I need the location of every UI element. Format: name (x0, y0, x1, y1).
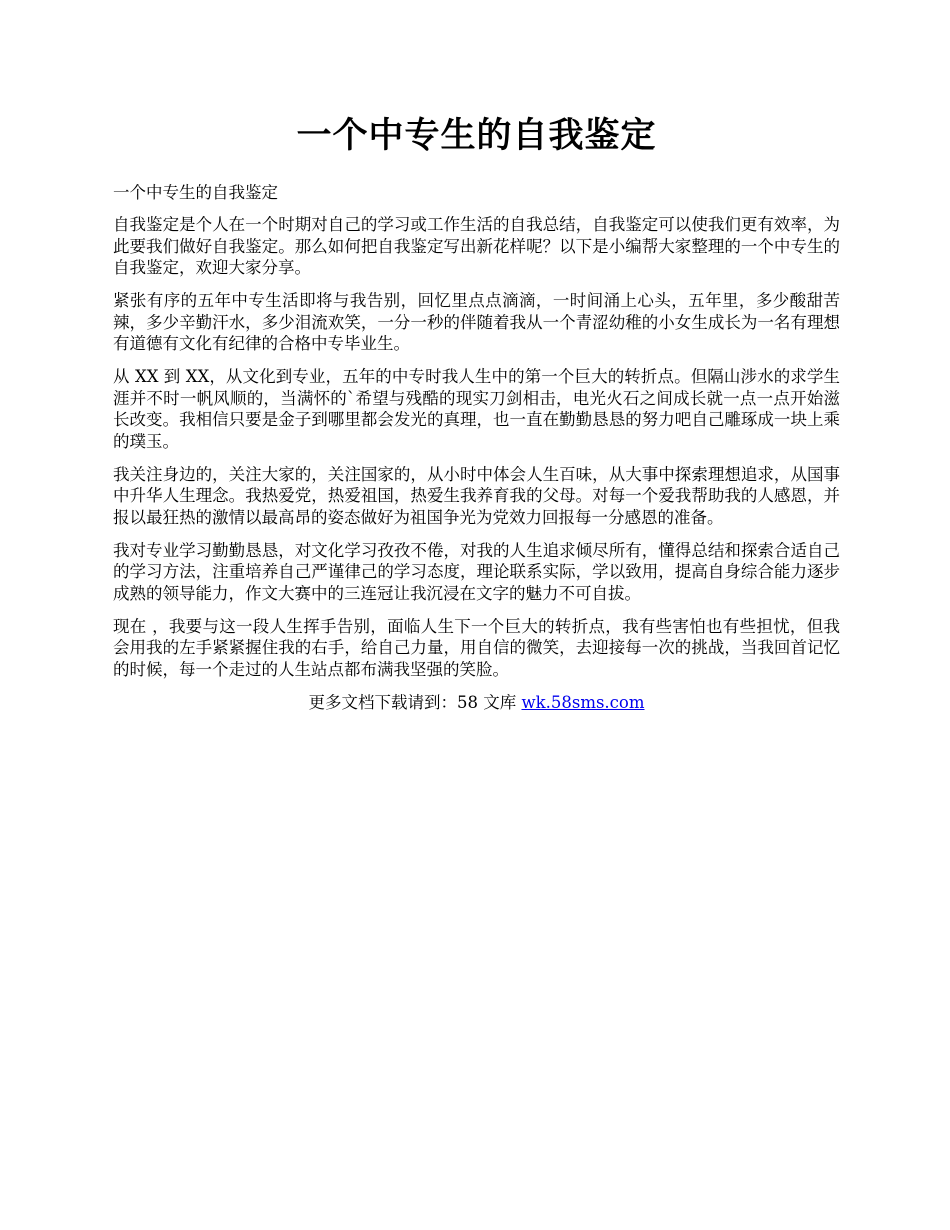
footer-link[interactable]: wk.58sms.com (521, 692, 645, 712)
document-subtitle: 一个中专生的自我鉴定 (113, 183, 278, 202)
download-footer (113, 692, 840, 713)
paragraph-patriotism: 我关注身边的，关注大家的，关注国家的，从小时中体会人生百味，从大事中探索理想追求，从国事中升华人生理念。我热爱党，热爱祖国，热爱生我养育我的父母。对每一个爱我帮助我的人感恩，并报以最狂热的激情以最高昂的姿态做好为祖国争光为党效力回报每一分感恩的准备。 (113, 464, 840, 527)
footer-prefix: 更多文档下载请到：58 文库 (308, 692, 522, 712)
paragraph-intro: 自我鉴定是个人在一个时期对自己的学习或工作生活的自我总结，自我鉴定可以使我们更有效率，为此要我们做好自我鉴定。那么如何把自我鉴定写出新花样呢？以下是小编帮大家整理的一个中专生的自我鉴定，欢迎大家分享。 (113, 215, 840, 277)
paragraph-future: 现在 ，我要与这一段人生挥手告别，面临人生下一个巨大的转折点，我有些害怕也有些担忧，但我会用我的左手紧紧握住我的右手，给自己力量，用自信的微笑，去迎接每一次的挑战，当我回首记忆的时候，每一个走过的人生站点都布满我坚强的笑脸。 (113, 616, 840, 679)
document-page (113, 112, 840, 713)
paragraph-farewell: 紧张有序的五年中专生活即将与我告别，回忆里点点滴滴，一时间涌上心头，五年里，多少酸甜苦辣，多少辛勤汗水，多少泪流欢笑，一分一秒的伴随着我从一个青涩幼稚的小女生成长为一名有理想有道德有文化有纪律的合格中专毕业生。 (113, 291, 840, 353)
paragraph-study: 我对专业学习勤勤恳恳，对文化学习孜孜不倦，对我的人生追求倾尽所有，懂得总结和探索合适自己的学习方法，注重培养自己严谨律己的学习态度，理论联系实际，学以致用，提高自身综合能力逐步成熟的领导能力，作文大赛中的三连冠让我沉浸在文字的魅力不可自拔。 (113, 540, 840, 603)
document-title: 一个中专生的自我鉴定 (296, 115, 657, 156)
paragraph-growth: 从 XX 到 XX，从文化到专业，五年的中专时我人生中的第一个巨大的转折点。但隔山涉水的求学生涯并不时一帆风顺的，当满怀的`希望与残酷的现实刀剑相击，电光火石之间成长就一点一点开始滋长改变。我相信只要是金子到哪里都会发光的真理，也一直在勤勤恳恳的努力吧自己雕琢成一块上乘的璞玉。 (113, 367, 840, 451)
